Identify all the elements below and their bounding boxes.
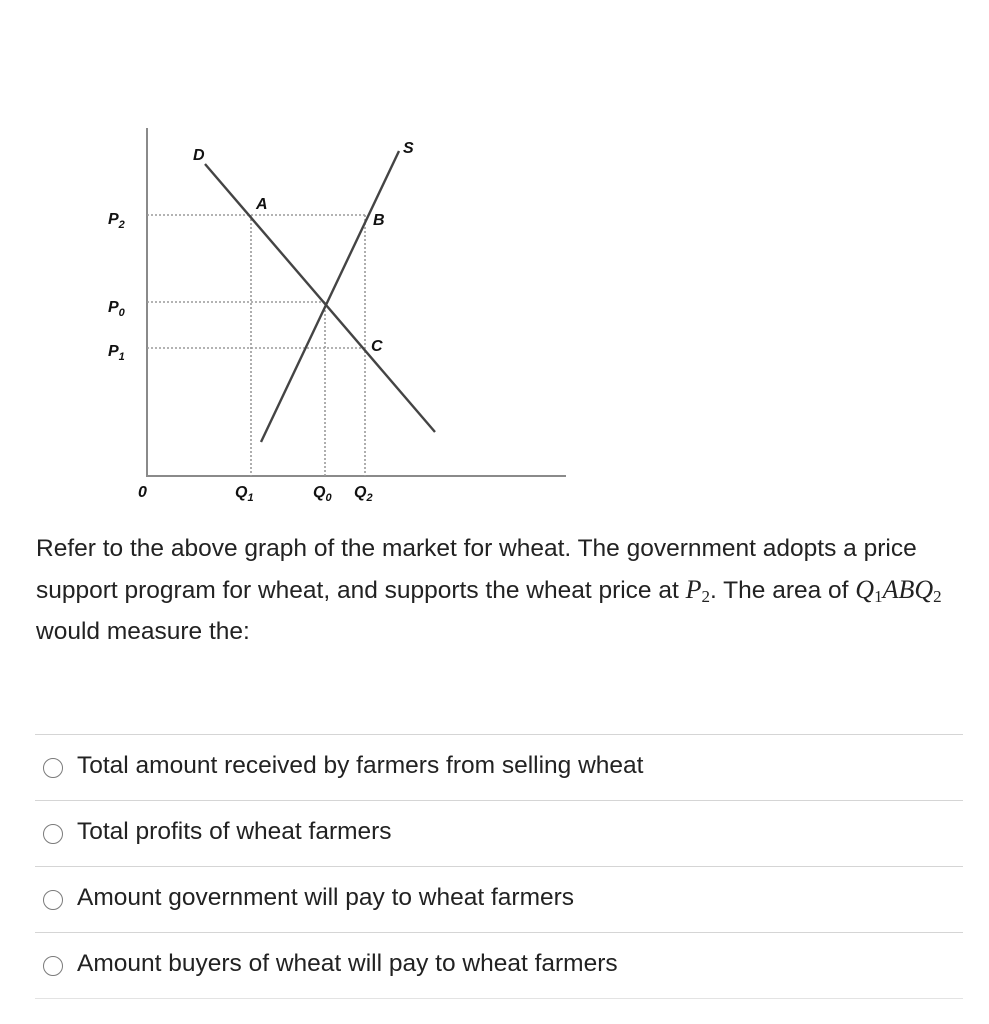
question-part-3: would measure the: [36,618,250,645]
q0-label: $Q_0$ [313,484,332,504]
answer-option-label: Amount government will pay to wheat farmers [77,883,575,911]
radio-button-icon[interactable] [43,758,63,778]
area-expression: $Q_1ABQ_2$ [855,575,942,606]
point-b-label: B [373,212,385,229]
price-variable: $P_2$ [685,575,710,606]
radio-button-icon[interactable] [43,824,63,844]
question-part-2: . The area of [710,577,856,604]
question-part-1: Refer to the above graph of the market for wheat. The government adopts a price support program for wheat, and supports the wheat price at [36,535,917,604]
answer-option-2[interactable] [35,800,963,866]
point-a-label: A [256,196,268,213]
radio-button-icon[interactable] [43,890,63,910]
answer-option-3[interactable] [35,866,963,932]
supply-curve [261,151,399,442]
question-text [36,528,966,652]
q1-label: $Q_1$ [235,484,254,504]
demand-curve [205,164,435,432]
q2-label: $Q_2$ [354,484,373,504]
answer-options [35,734,963,999]
answer-option-1[interactable] [35,734,963,800]
demand-label: D [193,147,205,164]
radio-button-icon[interactable] [43,956,63,976]
p2-label: $P_2$ [108,211,125,231]
answer-option-label: Amount buyers of wheat will pay to wheat farmers [77,949,618,977]
point-c-label: C [371,338,383,355]
p1-label: $P_1$ [108,343,125,363]
answer-option-label: Total profits of wheat farmers [77,817,392,845]
answer-option-4[interactable] [35,932,963,999]
p0-label: $P_0$ [108,299,125,319]
guide-lines [147,215,365,476]
answer-option-label: Total amount received by farmers from selling wheat [77,751,644,779]
origin-label: 0 [138,484,147,501]
supply-label: S [403,140,414,157]
